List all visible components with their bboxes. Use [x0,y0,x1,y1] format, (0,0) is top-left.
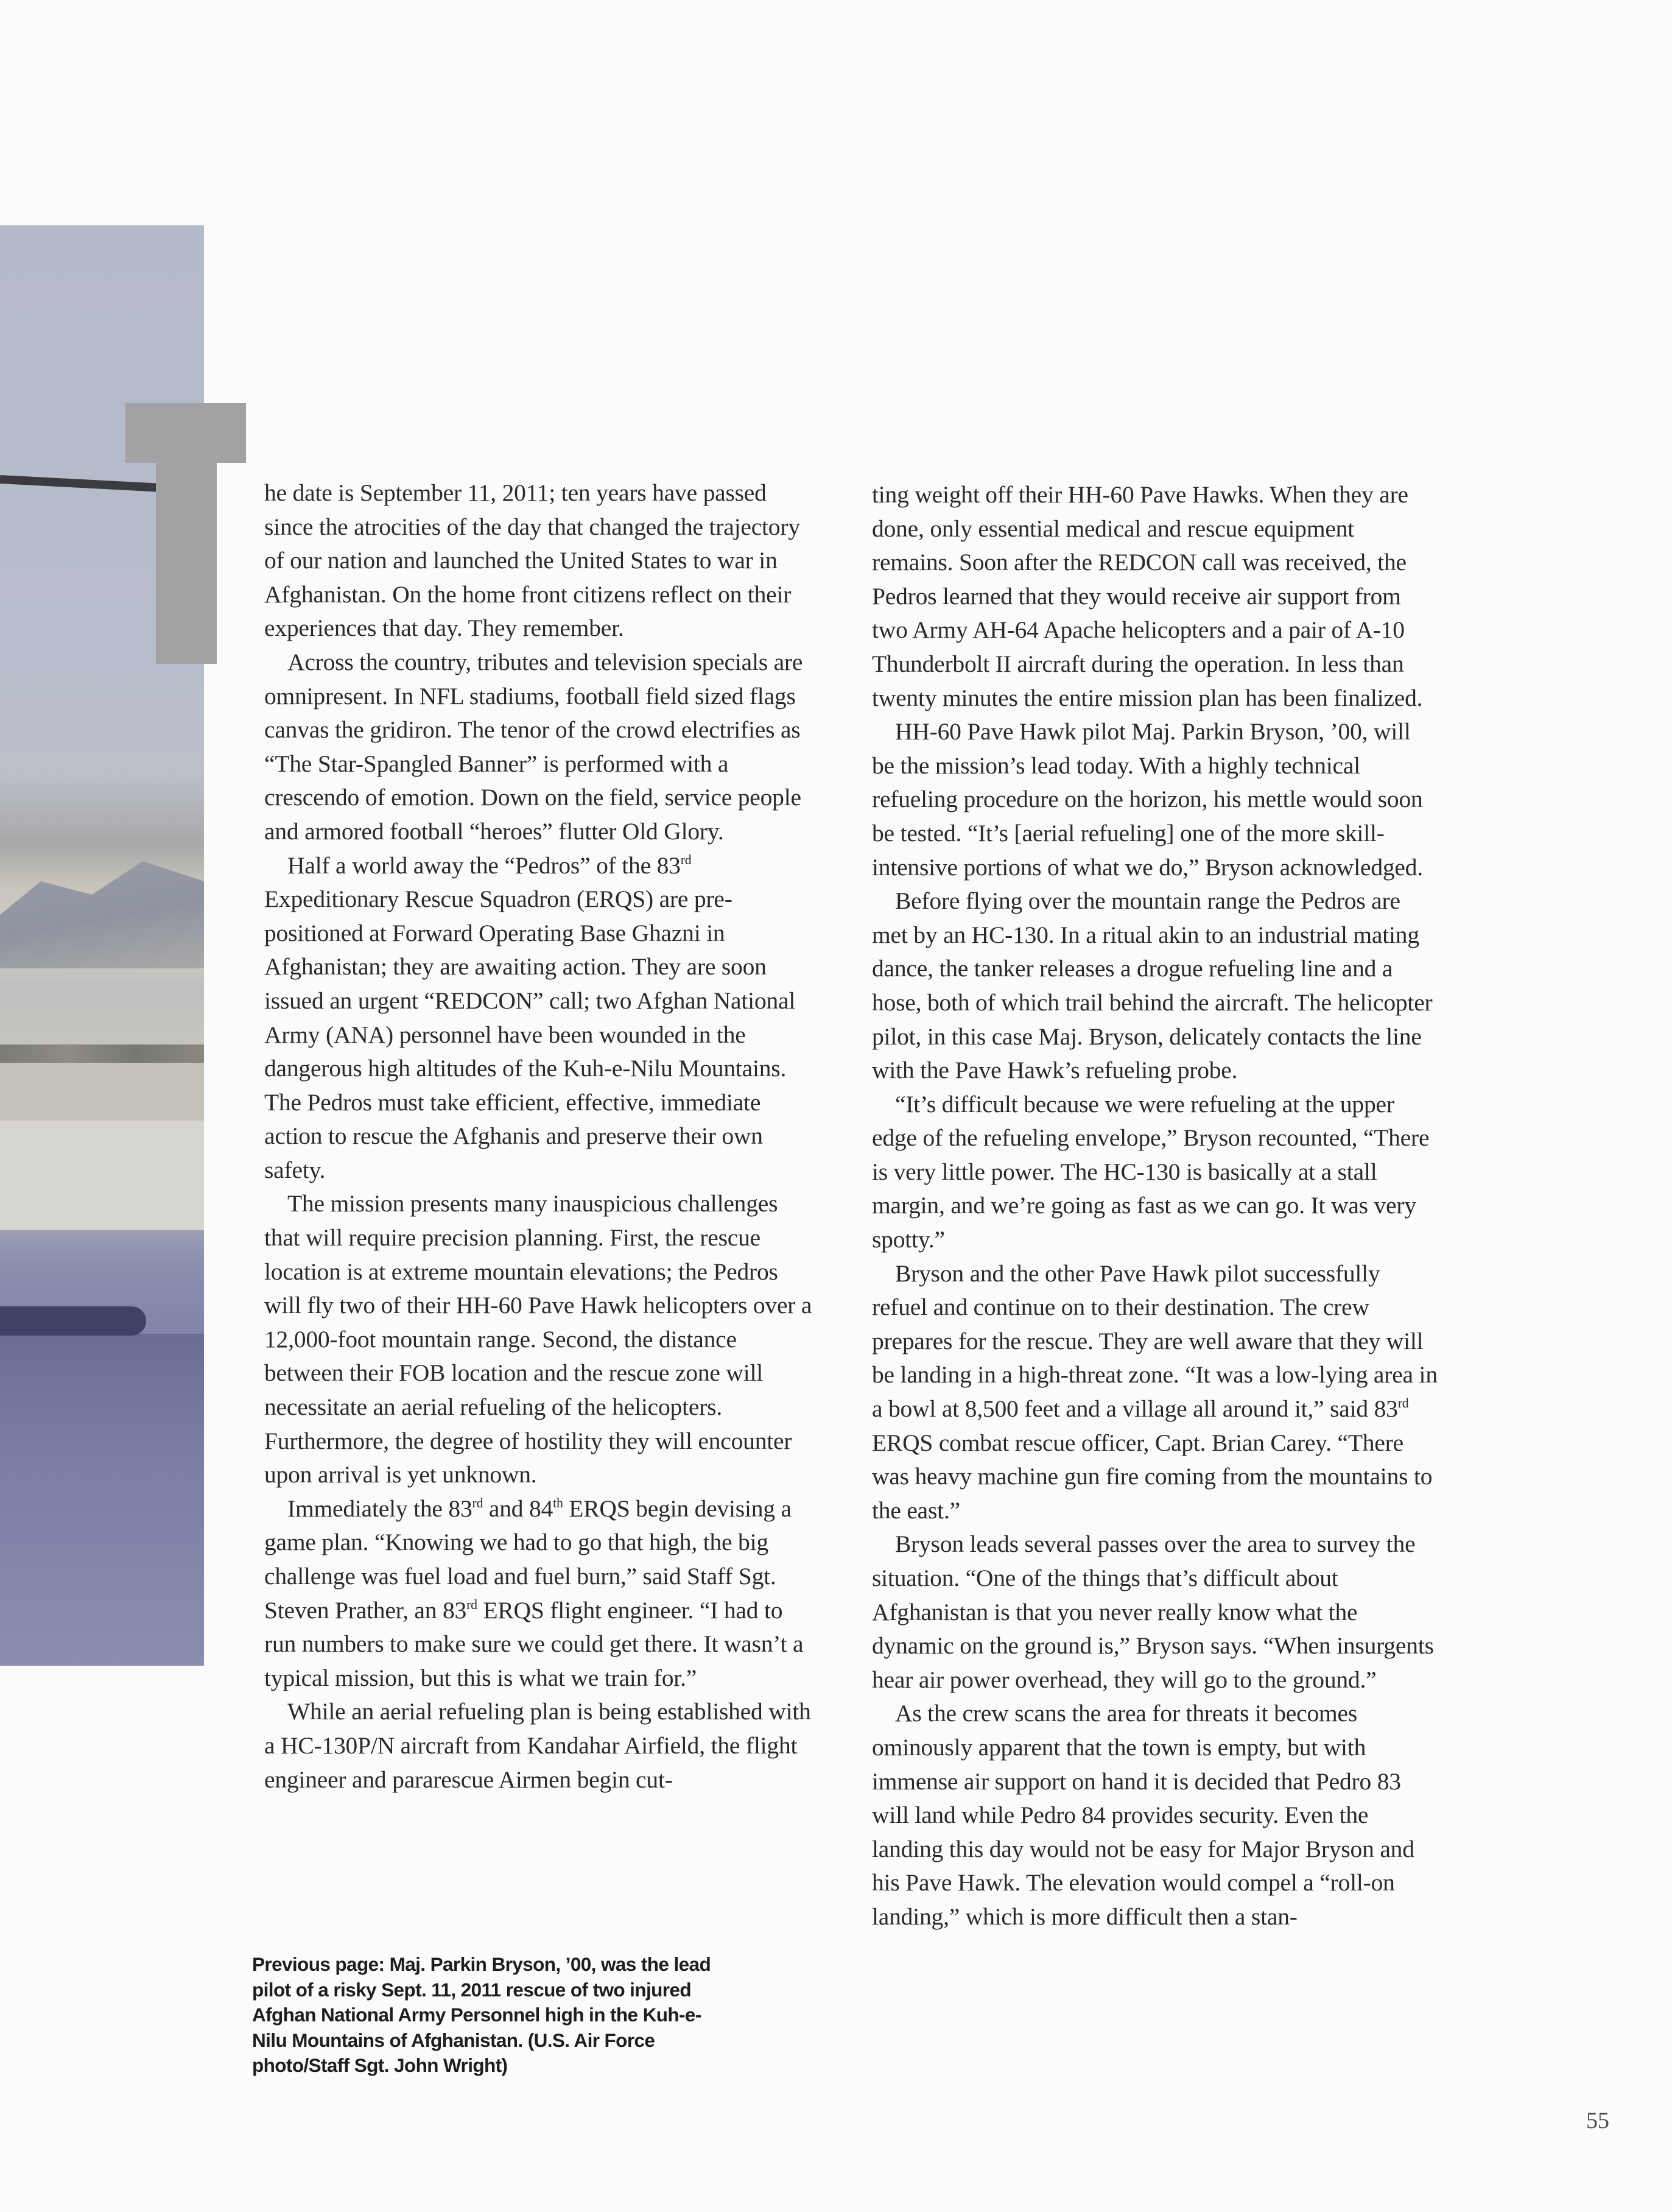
drop-cap [125,403,246,664]
paragraph: While an aerial refueling plan is being established with a HC-130P/N aircraft from Kandahar Airfield, the flight engineer and pararescue Airmen begin cut- [264,1698,811,1793]
perimeter-wall [0,1063,204,1121]
article-column-2 [872,478,1438,1934]
photo-caption: Previous page: Maj. Parkin Bryson, ’00, was the lead pilot of a risky Sept. 11, 2011 rescue of two injured Afghan National Army Personnel high in the Kuh-e-Nilu Mountains of Afghanistan. (U.S. Air Force photo/Staff Sgt. John Wright) [252,1953,711,2076]
tarmac [0,1121,204,1230]
paragraph: HH-60 Pave Hawk pilot Maj. Parkin Bryson, ’00, will be the mission’s lead today. With a highly technical refueling procedure on the horizon, his mettle would soon be tested. “It’s [aerial refueling] one of the more skill-intensive portions of what we do,” Bryson acknowledged. [872,718,1423,881]
paragraph: ting weight off their HH-60 Pave Hawks. When they are done, only essential medical and rescue equipment remains. Soon after the REDCON call was received, the Pedros learned that they would receive air support from two Army AH-64 Apache helicopters and a pair of A-10 Thunderbolt II aircraft during the operation. In less than twenty minutes the entire mission plan has been finalized. [872,481,1423,711]
paragraph: Immediately the 83rd and 84th ERQS begin devising a game plan. “Knowing we had to go that high, the big challenge was fuel load and fuel burn,” said Staff Sgt. Steven Prather, an 83rd ERQS flight engineer. “I had to run numbers to make sure we could get there. It wasn’t a typical mission, but this is what we train for.” [264,1495,804,1691]
helicopter-probe [0,1306,146,1336]
helicopter-body [0,1334,204,1666]
drop-cap-letter [125,403,246,664]
paragraph: Across the country, tributes and television specials are omnipresent. In NFL stadiums, football field sized flags canvas the gridiron. The tenor of the crowd electrifies as “The Star-Spangled Banner” is performed with a crescendo of emotion. Down on the field, service people and armored football “heroes” flutter Old Glory. [264,648,803,845]
mountain-range [0,834,204,968]
treeline [0,1044,204,1064]
paragraph: As the crew scans the area for threats it becomes ominously apparent that the town is empty, but with immense air support on hand it is decided that Pedro 83 will land while Pedro 84 provides security. Even the landing this day would not be easy for Major Bryson and his Pave Hawk. The elevation would compel a “roll-on landing,” which is more difficult then a stan- [872,1700,1414,1930]
page-number: 55 [1586,2108,1609,2133]
paragraph: Bryson leads several passes over the area to survey the situation. “One of the things that’s difficult about Afghanistan is that you never really know what the dynamic on the ground is,” Bryson says. “When insurgents hear air power overhead, they will go to the ground.” [872,1530,1434,1693]
paragraph: The mission presents many inauspicious challenges that will require precision planning. First, the rescue location is at extreme mountain elevations; the Pedros will fly two of their HH-60 Pave Hawk helicopters over a 12,000-foot mountain range. Second, the distance between their FOB location and the rescue zone will necessitate an aerial refueling of the helicopters. Furthermore, the degree of hostility they will encounter upon arrival is yet unknown. [264,1190,812,1488]
paragraph: Half a world away the “Pedros” of the 83rd Expeditionary Rescue Squadron (ERQS) are pre-positioned at Forward Operating Base Ghazni in Afghanistan; they are awaiting action. They are soon issued an urgent “REDCON” call; two Afghan National Army (ANA) personnel have been wounded in the dangerous high altitudes of the Kuh-e-Nilu Mountains. The Pedros must take efficient, effective, immediate action to rescue the Afghanis and preserve their own safety. [264,851,796,1183]
article-column-1 [264,476,818,1797]
paragraph: Bryson and the other Pave Hawk pilot successfully refuel and continue on to their destination. The crew prepares for the rescue. They are well aware that they will be landing in a high-threat zone. “It was a low-lying area in a bowl at 8,500 feet and a village all around it,” said 83rd ERQS combat rescue officer, Capt. Brian Carey. “There was heavy machine gun fire coming from the mountains to the east.” [872,1259,1438,1524]
paragraph: Before flying over the mountain range the Pedros are met by an HC-130. In a ritual akin to an industrial mating dance, the tanker releases a drogue refueling line and a hose, both of which trail behind the aircraft. The helicopter pilot, in this case Maj. Bryson, delicately contacts the line with the Pave Hawk’s refueling probe. [872,887,1433,1084]
paragraph: he date is September 11, 2011; ten years have passed since the atrocities of the day that changed the trajectory of our nation and launched the United States to war in Afghanistan. On the home front citizens reflect on their experiences that day. They remember. [264,479,800,642]
paragraph: “It’s difficult because we were refueling at the upper edge of the refueling envelope,” Bryson recounted, “There is very little power. The HC-130 is basically at a stall margin, and we’re going as fast as we can go. It was very spotty.” [872,1090,1430,1253]
